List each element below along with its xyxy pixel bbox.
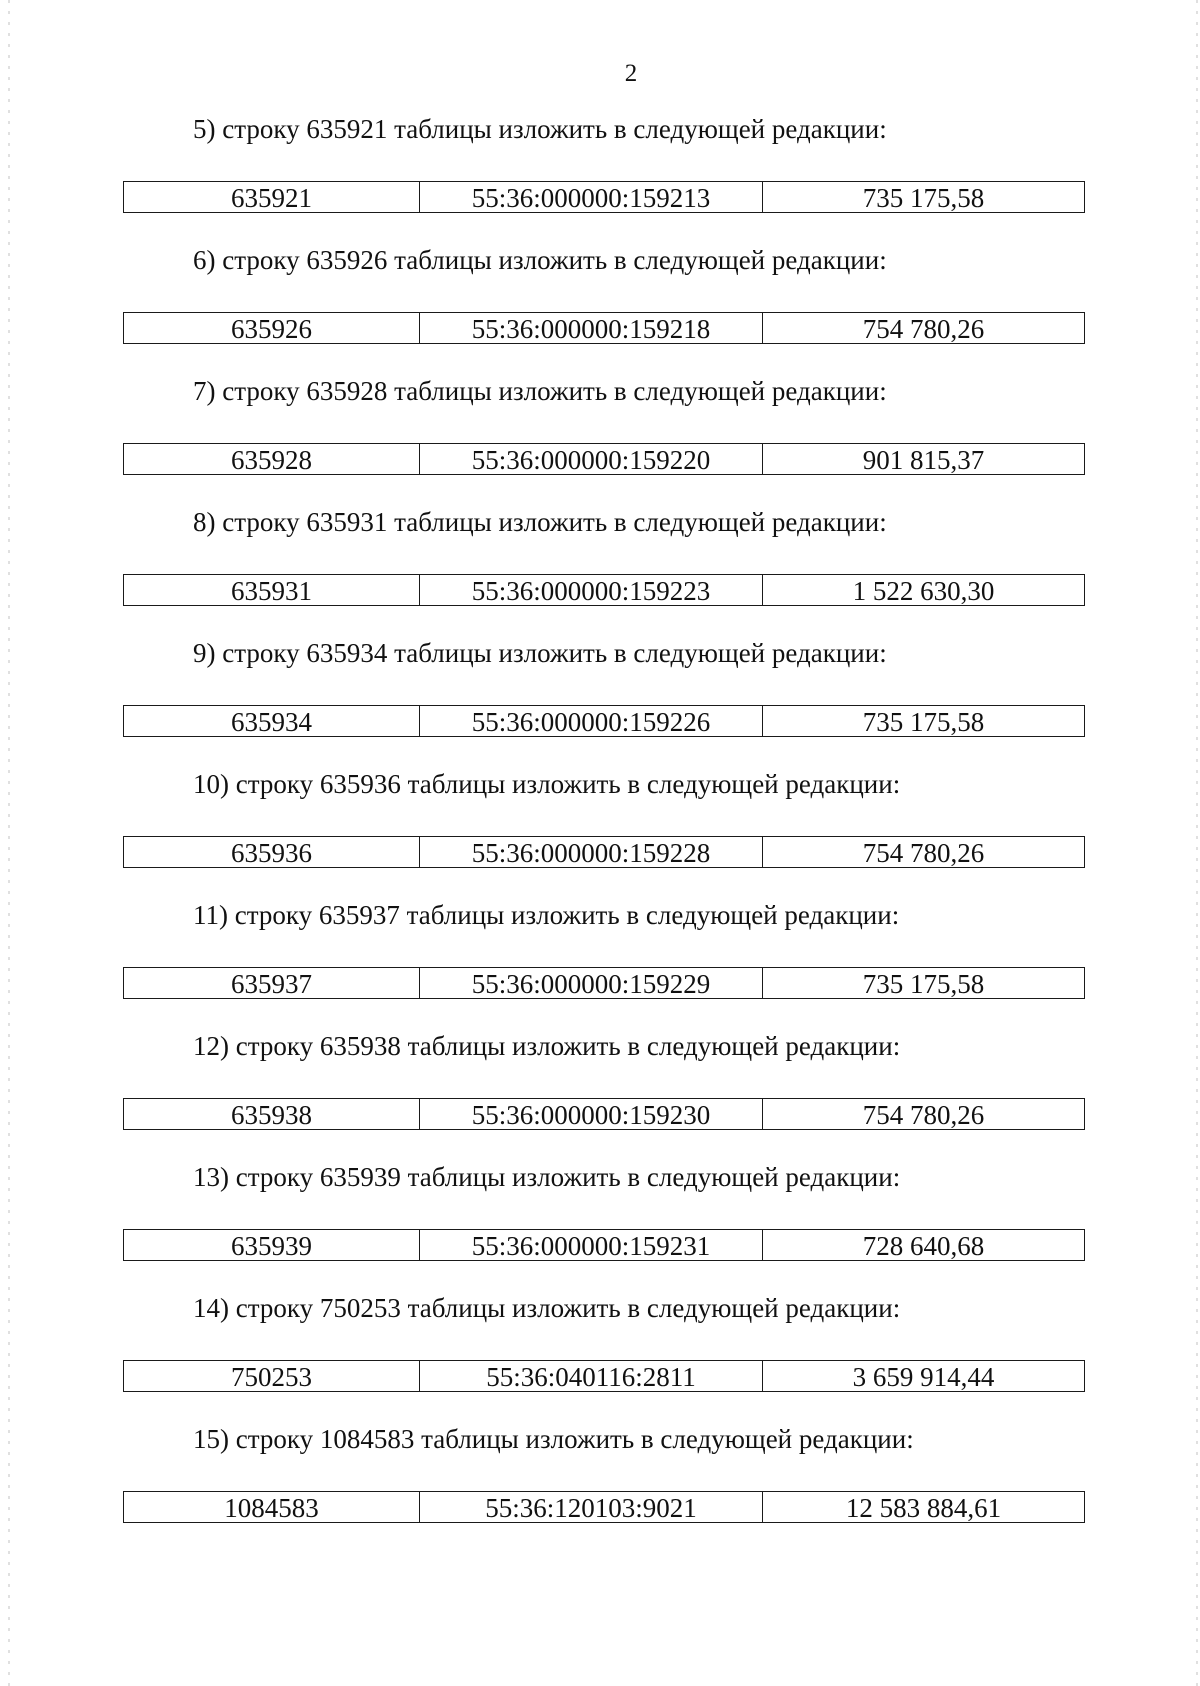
- row-number-cell: 1084583: [124, 1492, 420, 1522]
- amendment-item: [0, 635, 1200, 766]
- amendment-row-table: [123, 1098, 1085, 1130]
- amendment-instruction: 11) строку 635937 таблицы изложить в следующей редакции:: [193, 900, 900, 930]
- amendment-item: [0, 1290, 1200, 1421]
- row-number-cell: 635937: [124, 968, 420, 998]
- amendment-row-table: [123, 312, 1085, 344]
- amendment-row-table: [123, 967, 1085, 999]
- amendment-item: [0, 766, 1200, 897]
- amendment-instruction: 15) строку 1084583 таблицы изложить в следующей редакции:: [193, 1424, 914, 1454]
- amendment-row-table: [123, 1360, 1085, 1392]
- cadastral-number-cell: 55:36:000000:159220: [420, 444, 763, 474]
- value-cell: 735 175,58: [862, 183, 985, 213]
- amendment-row-table: [123, 181, 1085, 213]
- cadastral-number-cell: 55:36:000000:159231: [420, 1230, 763, 1260]
- cadastral-number-cell: 55:36:000000:159229: [420, 968, 763, 998]
- amendment-row-table: [123, 574, 1085, 606]
- cadastral-number-cell: 55:36:000000:159226: [420, 706, 763, 736]
- amendment-item: [0, 897, 1200, 1028]
- value-cell: 735 175,58: [862, 707, 985, 737]
- value-cell: 754 780,26: [862, 838, 985, 868]
- value-cell: 728 640,68: [862, 1231, 985, 1261]
- amendment-row-table: [123, 1229, 1085, 1261]
- row-number-cell: 635934: [124, 706, 420, 736]
- amendment-instruction: 14) строку 750253 таблицы изложить в следующей редакции:: [193, 1293, 901, 1323]
- value-cell: 754 780,26: [862, 314, 985, 344]
- cadastral-number-cell: 55:36:000000:159218: [420, 313, 763, 343]
- value-cell: 754 780,26: [862, 1100, 985, 1130]
- cadastral-number-cell: 55:36:120103:9021: [420, 1492, 763, 1522]
- amendment-row-table: [123, 836, 1085, 868]
- amendment-instruction: 10) строку 635936 таблицы изложить в следующей редакции:: [193, 769, 901, 799]
- value-cell: 1 522 630,30: [852, 576, 995, 606]
- amendment-instruction: 13) строку 635939 таблицы изложить в следующей редакции:: [193, 1162, 901, 1192]
- amendments-list: [0, 111, 1200, 1552]
- page-number: 2: [624, 60, 638, 87]
- cadastral-number-cell: 55:36:040116:2811: [420, 1361, 763, 1391]
- cadastral-number-cell: 55:36:000000:159223: [420, 575, 763, 605]
- value-cell: 12 583 884,61: [845, 1493, 1002, 1523]
- value-cell: 901 815,37: [862, 445, 985, 475]
- amendment-row-table: [123, 705, 1085, 737]
- row-number-cell: 635938: [124, 1099, 420, 1129]
- amendment-item: [0, 504, 1200, 635]
- row-number-cell: 635931: [124, 575, 420, 605]
- amendment-row-table: [123, 1491, 1085, 1523]
- amendment-item: [0, 111, 1200, 242]
- amendment-instruction: 12) строку 635938 таблицы изложить в следующей редакции:: [193, 1031, 901, 1061]
- amendment-item: [0, 1159, 1200, 1290]
- value-cell: 735 175,58: [862, 969, 985, 999]
- row-number-cell: 635926: [124, 313, 420, 343]
- amendment-instruction: 8) строку 635931 таблицы изложить в следующей редакции:: [193, 507, 887, 537]
- amendment-instruction: 6) строку 635926 таблицы изложить в следующей редакции:: [193, 245, 887, 275]
- amendment-item: [0, 373, 1200, 504]
- amendment-instruction: 7) строку 635928 таблицы изложить в следующей редакции:: [193, 376, 887, 406]
- row-number-cell: 750253: [124, 1361, 420, 1391]
- value-cell: 3 659 914,44: [852, 1362, 995, 1392]
- row-number-cell: 635936: [124, 837, 420, 867]
- row-number-cell: 635921: [124, 182, 420, 212]
- cadastral-number-cell: 55:36:000000:159213: [420, 182, 763, 212]
- amendment-item: [0, 242, 1200, 373]
- amendment-item: [0, 1421, 1200, 1552]
- row-number-cell: 635939: [124, 1230, 420, 1260]
- cadastral-number-cell: 55:36:000000:159230: [420, 1099, 763, 1129]
- amendment-instruction: 5) строку 635921 таблицы изложить в следующей редакции:: [193, 114, 887, 144]
- amendment-instruction: 9) строку 635934 таблицы изложить в следующей редакции:: [193, 638, 887, 668]
- amendment-item: [0, 1028, 1200, 1159]
- amendment-row-table: [123, 443, 1085, 475]
- row-number-cell: 635928: [124, 444, 420, 474]
- cadastral-number-cell: 55:36:000000:159228: [420, 837, 763, 867]
